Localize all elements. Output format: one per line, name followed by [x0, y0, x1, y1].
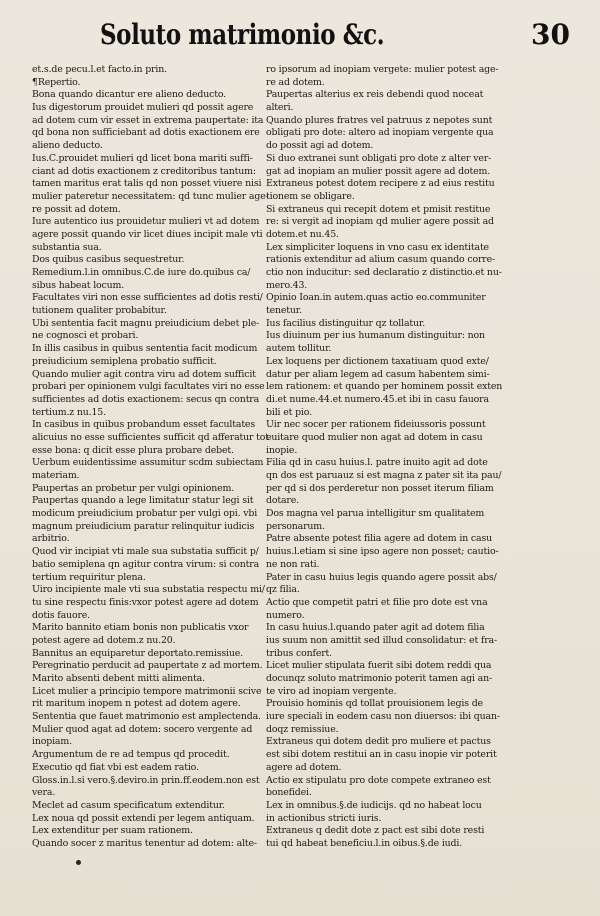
- line-text: Peregrinatio perducit ad paupertate z ad mortem.: [32, 660, 263, 672]
- line-text: agere ad dotem.: [266, 761, 342, 773]
- line-text: ¶Repertio.: [32, 76, 81, 88]
- text-line: [266, 533, 578, 546]
- text-line: [266, 280, 578, 293]
- line-text: ctio non inducitur: sed declaratio z distinctio.et nu-: [266, 267, 502, 278]
- line-text: re possit ad dotem.: [32, 203, 121, 215]
- line-text: dotare.: [266, 495, 299, 507]
- line-text: Ius diuinum per ius humanum distinguitur: non: [266, 330, 485, 342]
- text-line: [266, 800, 578, 813]
- text-line: [266, 394, 578, 407]
- text-line: [266, 775, 578, 788]
- text-line: [266, 698, 578, 711]
- text-line: [266, 686, 578, 699]
- text-line: [32, 216, 288, 229]
- line-text: dotem.et nu.45.: [266, 228, 339, 240]
- line-text: et.s.de pecu.l.et facto.in prin.: [32, 64, 167, 75]
- text-line: [266, 762, 578, 775]
- text-line: [266, 559, 578, 572]
- line-text: vera.: [32, 787, 56, 799]
- line-text: esse bona: q dicit esse plura probare debet.: [32, 444, 234, 456]
- text-line: [32, 280, 288, 293]
- line-text: ius suum non amittit sed illud consolidatur: et fra-: [266, 634, 498, 646]
- text-line: [32, 127, 288, 140]
- line-text: bonefidei.: [266, 787, 312, 799]
- line-text: Licet mulier a principio tempore matrimonii scive: [32, 685, 262, 697]
- line-text: In casu huius.l.quando pater agit ad dotem filia: [266, 622, 485, 634]
- text-line: [32, 432, 288, 445]
- line-text: Iure autentico ius prouidetur mulieri vt ad dotem: [32, 216, 260, 228]
- text-line: [32, 584, 288, 597]
- text-line: [32, 166, 288, 179]
- text-line: [32, 153, 288, 166]
- text-line: [266, 673, 578, 686]
- text-line: [32, 140, 288, 153]
- text-line: [32, 635, 288, 648]
- page-header: [90, 18, 580, 62]
- text-line: [32, 660, 288, 673]
- line-text: Marito bannito etiam bonis non publicatis vxor: [32, 622, 249, 634]
- text-line: [266, 736, 578, 749]
- line-text: Uir nec socer per rationem fideiussoris possunt: [266, 419, 486, 431]
- line-text: Pater in casu huius legis quando agere possit abs/: [266, 571, 497, 583]
- text-line: [266, 115, 578, 128]
- text-line: [266, 318, 578, 331]
- text-line: [32, 546, 288, 559]
- line-text: inopiam.: [32, 736, 72, 748]
- text-line: [32, 394, 288, 407]
- text-line: [266, 724, 578, 737]
- text-line: [266, 457, 578, 470]
- line-text: alieno deducto.: [32, 140, 103, 152]
- line-text: lem rationem: et quando per hominem possit exten: [266, 381, 503, 393]
- text-line: [266, 635, 578, 648]
- text-line: [32, 369, 288, 382]
- line-text: tionem se obligare.: [266, 190, 355, 202]
- text-line: [266, 432, 578, 445]
- line-text: Argumentum de re ad tempus qd procedit.: [32, 749, 230, 761]
- text-line: [266, 546, 578, 559]
- line-text: di.et nume.44.et numero.45.et ibi in casu fauora: [266, 393, 489, 405]
- line-text: Lex simpliciter loquens in vno casu ex identitate: [266, 241, 489, 253]
- line-text: Extraneus q dedit dote z pact est sibi dote resti: [266, 825, 485, 837]
- line-text: Ius facilius distinguitur qz tollatur.: [266, 317, 426, 329]
- text-line: [32, 495, 288, 508]
- text-line: [266, 825, 578, 838]
- line-text: Lex loquens per dictionem taxatiuam quod exte/: [266, 355, 489, 367]
- text-line: [266, 305, 578, 318]
- text-line: [266, 470, 578, 483]
- line-text: do possit agi ad dotem.: [266, 140, 374, 152]
- line-text: Bona quando dicantur ere alieno deducto.: [32, 89, 226, 101]
- line-text: Ius digestorum prouidet mulieri qd possit agere: [32, 102, 254, 114]
- text-line: [32, 838, 288, 851]
- line-text: Uiro incipiente male vti sua substatia respectu mi/: [32, 584, 265, 596]
- line-text: est sibi dotem restitui an in casu inopie vir poterit: [266, 749, 497, 761]
- line-text: tu sine respectu finis:vxor potest agere ad dotem: [32, 596, 259, 608]
- text-line: [32, 178, 288, 191]
- text-line: [32, 89, 288, 102]
- line-text: Dos magna vel parua intelligitur sm qualitatem: [266, 508, 485, 520]
- text-line: [266, 711, 578, 724]
- line-text: gat ad inopiam an mulier possit agere ad dotem.: [266, 165, 491, 177]
- text-line: [32, 749, 288, 762]
- text-line: [266, 191, 578, 204]
- line-text: Lex extenditur per suam rationem.: [32, 825, 193, 837]
- text-line: [266, 572, 578, 585]
- text-line: [266, 140, 578, 153]
- line-text: inopie.: [266, 444, 298, 456]
- line-text: modicum preiudicium probatur per vulgi opi. vbi: [32, 508, 258, 520]
- text-line: [32, 648, 288, 661]
- text-line: [32, 64, 288, 77]
- text-line: [32, 800, 288, 813]
- line-text: Prouisio hominis qd tollat prouisionem legis de: [266, 698, 483, 710]
- line-text: Quando plures fratres vel patruus z nepotes sunt: [266, 114, 493, 126]
- line-text: in actionibus stricti iuris.: [266, 812, 382, 824]
- ink-dot: [76, 860, 81, 865]
- right-column: [266, 64, 578, 851]
- text-line: [32, 521, 288, 534]
- text-line: [32, 775, 288, 788]
- text-line: [32, 825, 288, 838]
- line-text: mero.43.: [266, 279, 308, 291]
- text-line: [266, 356, 578, 369]
- running-title: Soluto matrimonio &c.: [100, 18, 385, 51]
- line-text: Opinio Ioan.in autem.quas actio eo.communiter: [266, 292, 486, 304]
- text-line: [266, 648, 578, 661]
- line-text: ro ipsorum ad inopiam vergete: mulier potest age-: [266, 64, 499, 75]
- text-line: [32, 330, 288, 343]
- line-text: arbitrio.: [32, 533, 70, 545]
- text-line: [32, 508, 288, 521]
- line-text: Facultates viri non esse sufficientes ad dotis resti/: [32, 292, 263, 304]
- text-line: [266, 495, 578, 508]
- text-line: [266, 330, 578, 343]
- text-line: [266, 343, 578, 356]
- line-text: doqz remissiue.: [266, 723, 339, 735]
- line-text: numero.: [266, 609, 305, 621]
- text-line: [266, 77, 578, 90]
- line-text: preiudicium semiplena probatio sufficit.: [32, 355, 217, 367]
- text-line: [32, 711, 288, 724]
- line-text: Bannitus an equiparetur deportato.remissiue.: [32, 647, 243, 659]
- text-line: [266, 622, 578, 635]
- line-text: Si duo extranei sunt obligati pro dote z alter ver-: [266, 152, 492, 164]
- line-text: Paupertas alterius ex reis debendi quod noceat: [266, 89, 484, 101]
- text-line: [32, 736, 288, 749]
- line-text: tenetur.: [266, 305, 302, 317]
- text-line: [32, 572, 288, 585]
- line-text: Ubi sententia facit magnu preiudicium debet ple-: [32, 317, 260, 329]
- line-text: Extraneus potest dotem recipere z ad eius restitu: [266, 178, 495, 190]
- line-text: Quod vir incipiat vti male sua substatia sufficit p/: [32, 546, 259, 558]
- text-line: [266, 204, 578, 217]
- text-line: [266, 242, 578, 255]
- text-line: [266, 838, 578, 851]
- text-line: [32, 698, 288, 711]
- line-text: ciant ad dotis exactionem z creditoribus tantum:: [32, 165, 256, 177]
- text-line: [32, 470, 288, 483]
- line-text: Quando socer z maritus tenentur ad dotem: alte-: [32, 837, 257, 849]
- line-text: Filia qd in casu huius.l. patre inuito agit ad dote: [266, 457, 488, 469]
- text-line: [266, 584, 578, 597]
- line-text: qz filia.: [266, 584, 300, 596]
- line-text: tertium.z nu.15.: [32, 406, 106, 418]
- text-line: [266, 749, 578, 762]
- line-text: euitare quod mulier non agat ad dotem in casu: [266, 431, 483, 443]
- text-line: [266, 381, 578, 394]
- line-text: Lex noua qd possit extendi per legem antiquam.: [32, 812, 255, 824]
- text-line: [266, 407, 578, 420]
- text-line: [32, 381, 288, 394]
- text-line: [266, 521, 578, 534]
- text-line: [266, 597, 578, 610]
- line-text: tui qd habeat beneficiu.l.in oibus.§.de iudi.: [266, 837, 463, 849]
- line-text: ne cognosci et probari.: [32, 330, 139, 342]
- line-text: Actio ex stipulatu pro dote compete extraneo est: [266, 774, 491, 786]
- line-text: rit maritum inopem n potest ad dotem agere.: [32, 698, 241, 710]
- line-text: re ad dotem.: [266, 76, 325, 88]
- text-line: [32, 622, 288, 635]
- text-line: [32, 318, 288, 331]
- text-line: [266, 483, 578, 496]
- line-text: rationis extenditur ad alium casum quando corre-: [266, 254, 496, 266]
- text-line: [32, 343, 288, 356]
- text-line: [266, 267, 578, 280]
- line-text: tutionem qualiter probabitur.: [32, 305, 167, 317]
- text-line: [266, 419, 578, 432]
- text-line: [32, 242, 288, 255]
- text-line: [32, 559, 288, 572]
- line-text: substantia sua.: [32, 241, 102, 253]
- text-line: [32, 204, 288, 217]
- text-line: [32, 191, 288, 204]
- line-text: agere possit quando vir licet diues incipit male vti: [32, 228, 263, 240]
- text-line: [32, 102, 288, 115]
- line-text: Paupertas an probetur per vulgi opinionem.: [32, 482, 235, 494]
- line-text: Gloss.in.l.si vero.§.deviro.in prin.ff.eodem.non est: [32, 774, 260, 786]
- text-line: [32, 533, 288, 546]
- line-text: re: si vergit ad inopiam qd mulier agere possit ad: [266, 216, 494, 228]
- line-text: batio semiplena qn agitur contra virum: si contra: [32, 558, 260, 570]
- text-line: [32, 115, 288, 128]
- line-text: bili et pio.: [266, 406, 312, 418]
- text-line: [266, 89, 578, 102]
- text-line: [32, 457, 288, 470]
- line-text: Remedium.l.in omnibus.C.de iure do.quibus ca/: [32, 267, 251, 278]
- text-line: [266, 445, 578, 458]
- text-line: [266, 787, 578, 800]
- text-line: [32, 610, 288, 623]
- text-line: [266, 229, 578, 242]
- text-line: [32, 762, 288, 775]
- text-line: [32, 445, 288, 458]
- line-text: docunqz soluto matrimonio poterit tamen agi an-: [266, 673, 493, 684]
- text-line: [266, 660, 578, 673]
- text-line: [266, 369, 578, 382]
- line-text: Ius.C.prouidet mulieri qd licet bona mariti suffi-: [32, 152, 253, 164]
- text-line: [32, 724, 288, 737]
- folio-number: 30: [531, 18, 570, 51]
- line-text: Marito absenti debent mitti alimenta.: [32, 673, 205, 684]
- text-line: [32, 254, 288, 267]
- line-text: qn dos est paruauz si est magna z pater sit ita pau/: [266, 470, 502, 481]
- line-text: ne non rati.: [266, 558, 320, 570]
- text-line: [266, 178, 578, 191]
- line-text: per qd si dos perderetur non posset iterum filiam: [266, 482, 494, 494]
- text-line: [32, 787, 288, 800]
- text-line: [32, 597, 288, 610]
- text-line: [32, 673, 288, 686]
- text-line: [266, 102, 578, 115]
- line-text: sibus habeat locum.: [32, 279, 125, 291]
- text-line: [32, 686, 288, 699]
- line-text: Uerbum euidentissime assumitur scdm subiectam: [32, 457, 264, 469]
- text-line: [266, 508, 578, 521]
- line-text: Quando mulier agit contra viru ad dotem sufficit: [32, 368, 256, 380]
- line-text: potest agere ad dotem.z nu.20.: [32, 634, 176, 646]
- line-text: ad dotem cum vir esset in extrema paupertate: ita: [32, 114, 264, 126]
- text-line: [32, 419, 288, 432]
- line-text: dotis fauore.: [32, 609, 91, 621]
- line-text: magnum preiudicium paratur relinquitur iudicis: [32, 520, 255, 532]
- text-line: [266, 153, 578, 166]
- line-text: materiam.: [32, 470, 80, 481]
- line-text: Lex in omnibus.§.de iudicijs. qd no habeat locu: [266, 799, 482, 811]
- line-text: Sententia que fauet matrimonio est amplectenda.: [32, 711, 261, 723]
- text-line: [32, 813, 288, 826]
- line-text: Paupertas quando a lege limitatur statur legi sit: [32, 495, 254, 507]
- line-text: obligati pro dote: altero ad inopiam vergente qua: [266, 127, 494, 139]
- text-line: [32, 407, 288, 420]
- line-text: alteri.: [266, 102, 294, 114]
- line-text: tribus confert.: [266, 647, 333, 659]
- line-text: Executio qd fiat vbi est eadem ratio.: [32, 761, 199, 773]
- text-line: [266, 292, 578, 305]
- line-text: Extraneus qui dotem dedit pro muliere et pactus: [266, 736, 491, 748]
- text-line: [266, 216, 578, 229]
- text-line: [32, 77, 288, 90]
- line-text: huius.l.etiam si sine ipso agere non posset; cautio-: [266, 546, 499, 558]
- text-line: [32, 229, 288, 242]
- line-text: Meclet ad casum specificatum extenditur.: [32, 799, 225, 811]
- line-text: qd bona non sufficiebant ad dotis exactionem ere: [32, 127, 260, 139]
- line-text: Si extraneus qui recepit dotem et pmisit restitue: [266, 203, 491, 215]
- text-line: [32, 483, 288, 496]
- line-text: autem tollitur.: [266, 343, 332, 355]
- text-line: [266, 813, 578, 826]
- text-line: [266, 127, 578, 140]
- line-text: Actio que competit patri et filie pro dote est vna: [266, 596, 488, 608]
- line-text: Dos quibus casibus sequestretur.: [32, 254, 185, 266]
- line-text: Licet mulier stipulata fuerit sibi dotem reddi qua: [266, 660, 492, 672]
- text-line: [32, 292, 288, 305]
- line-text: In illis casibus in quibus sententia facit modicum: [32, 343, 258, 355]
- line-text: mulier pateretur necessitatem: qd tunc mulier age-: [32, 190, 269, 202]
- text-line: [266, 610, 578, 623]
- line-text: personarum.: [266, 520, 325, 532]
- text-line: [266, 166, 578, 179]
- left-column: [32, 64, 288, 851]
- line-text: alicuius no esse sufficientes sufficit qd afferatur tot: [32, 431, 269, 443]
- line-text: Patre absente potest filia agere ad dotem in casu: [266, 533, 492, 545]
- line-text: tamen maritus erat talis qd non posset viuere nisi: [32, 178, 262, 190]
- line-text: te viro ad inopiam vergente.: [266, 685, 397, 697]
- text-line: [266, 64, 578, 77]
- text-line: [266, 254, 578, 267]
- line-text: iure speciali in eodem casu non diuersos: ibi quan-: [266, 711, 500, 723]
- line-text: sufficientes ad dotis exactionem: secus qn contra: [32, 393, 260, 405]
- line-text: tertium requiritur plena.: [32, 571, 146, 583]
- line-text: In casibus in quibus probandum esset facultates: [32, 419, 255, 431]
- text-line: [32, 356, 288, 369]
- text-line: [32, 305, 288, 318]
- line-text: Mulier quod agat ad dotem: socero vergente ad: [32, 723, 253, 735]
- line-text: datur per aliam legem ad casum habentem simi-: [266, 368, 490, 380]
- text-line: [32, 267, 288, 280]
- line-text: probari per opinionem vulgi facultates viri no esse: [32, 381, 265, 393]
